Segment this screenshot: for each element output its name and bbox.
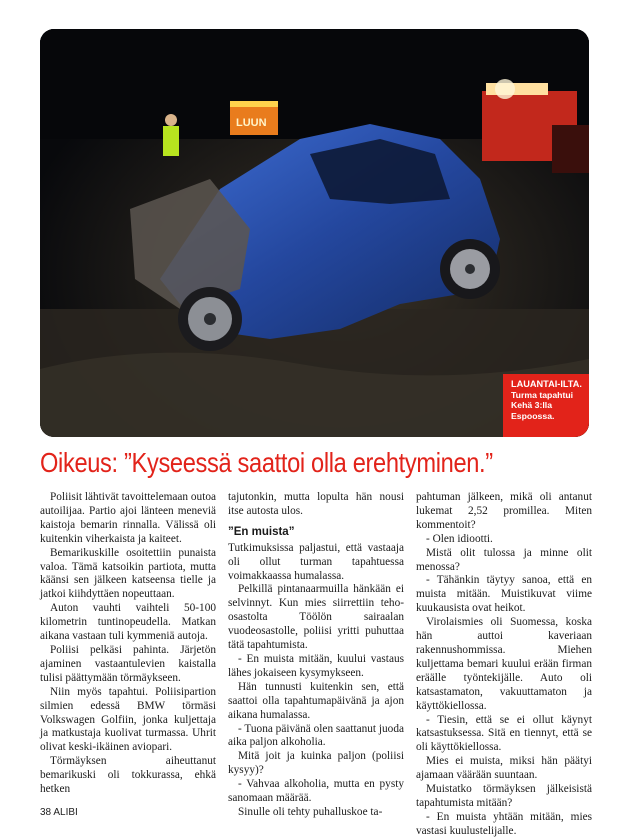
paragraph: - En muista mitään, kuului vastaus lähes jokaiseen kysymykseen.	[228, 652, 404, 679]
paragraph: Bemarikuskille osoitettiin punaista valoa. Tämä katsoikin partiota, mutta käänsi sen jälkeen katseensa tielle ja jatkoi kiihdyttäen nopeuttaan.	[40, 546, 216, 601]
page-folio: 38 ALIBI	[40, 807, 78, 818]
paragraph: Mitä joit ja kuinka paljon (poliisi kysyy)?	[228, 750, 404, 777]
article-headline: Oikeus: ”Kyseessä saattoi olla erehtyminen.”	[40, 447, 493, 478]
paragraph: Törmäyksen aiheuttanut bemarikuski oli tokkurassa, ehkä hetken	[40, 755, 216, 796]
paragraph: Pelkillä pintanaarmuilla hänkään ei selvinnyt. Kun mies siirrettiin teho-osastolta Töölön sairaalan vuodeosastolle, poliisi yritti puhuttaa tätä tapahtumista.	[228, 583, 404, 652]
paragraph: Mistä olit tulossa ja minne olit menossa?	[416, 546, 592, 573]
paragraph: Tutkimuksissa paljastui, että vastaaja oli ollut turman tapahtuessa voimakkaassa humalassa.	[228, 541, 404, 582]
caption-lead: LAUANTAI-ILTA.	[511, 379, 582, 389]
paragraph: pahtuman jälkeen, mikä oli antanut lukemat 2,52 promillea. Miten kommentoit?	[416, 491, 592, 531]
photo-caption	[503, 374, 589, 437]
paragraph: Hän tunnusti kuitenkin sen, että saattoi olla tapahtumapäivänä ja ajon aikana humalassa.	[228, 680, 404, 721]
paragraph: Poliisit lähtivät tavoittelemaan outoa autoilijaa. Partio ajoi länteen meneviä kaistoja bemarin rinnalla. Välissä oli kuitenkin viherkaista ja kaiteet.	[40, 491, 216, 545]
paragraph: - Tiesin, että se ei ollut käynyt katsastuksessa. Sitä en tiennyt, että se oli käyttökiellossa.	[416, 713, 592, 754]
paragraph: Muistatko törmäyksen jälkeisistä tapahtumista mitään?	[416, 783, 592, 809]
caption-body: Turma tapahtui Kehä 3:lla Espoossa.	[511, 390, 574, 421]
paragraph: - En muista yhtään mitään, mies vastasi kuulustelijalle.	[416, 810, 592, 837]
paragraph: tajutonkin, mutta lopulta hän nousi itse autosta ulos.	[228, 491, 404, 517]
article-column-3	[416, 491, 592, 839]
paragraph: - Tuona päivänä olen saattanut juoda aika paljon alkoholia.	[228, 722, 404, 749]
paragraph: Mies ei muista, miksi hän päätyi ajamaan väärään suuntaan.	[416, 755, 592, 782]
paragraph: - Olen idiootti.	[426, 532, 493, 545]
crash-photo	[40, 29, 589, 437]
paragraph: Auton vauhti vaihteli 50-100 kilometrin tuntinopeudella. Matkan aikana vastaan tuli kymmeniä autoja.	[40, 602, 216, 643]
van-marking: LUUN	[236, 117, 267, 129]
paragraph: Virolaismies oli Suomessa, koska hän auttoi kaveriaan rakennushommissa. Miehen kuljettama bemari kuului erään firman eräälle työntekijälle. Auto oli katsastamaton, vakuuttamaton ja käyttökiellossa.	[416, 616, 592, 712]
paragraph: Niin myös tapahtui. Poliisipartion silmien edessä BMW törmäsi Volkswagen Golfiin, jonka kuljettaja ja matkustaja kuolivat turmassa. Uhrit olivat keski-ikäinen aviopari.	[40, 685, 216, 754]
article-column-2	[228, 491, 404, 820]
paragraph: - Vahvaa alkoholia, mutta en pysty sanomaan määrää.	[228, 778, 404, 805]
tow-truck	[482, 79, 589, 173]
paragraph: Sinulle oli tehty puhalluskoe ta-	[238, 805, 383, 818]
article-column-1	[40, 491, 216, 797]
rescue-worker	[163, 114, 179, 156]
subheading: ”En muista”	[228, 525, 295, 538]
paragraph: - Tähänkin täytyy sanoa, että en muista mitään. Muistikuvat viime kuukausista ovat heikot.	[416, 574, 592, 615]
paragraph: Poliisi pelkäsi pahinta. Järjetön ajaminen vastaantulevien kaistalla tulisi päättymään törmäykseen.	[40, 643, 216, 684]
